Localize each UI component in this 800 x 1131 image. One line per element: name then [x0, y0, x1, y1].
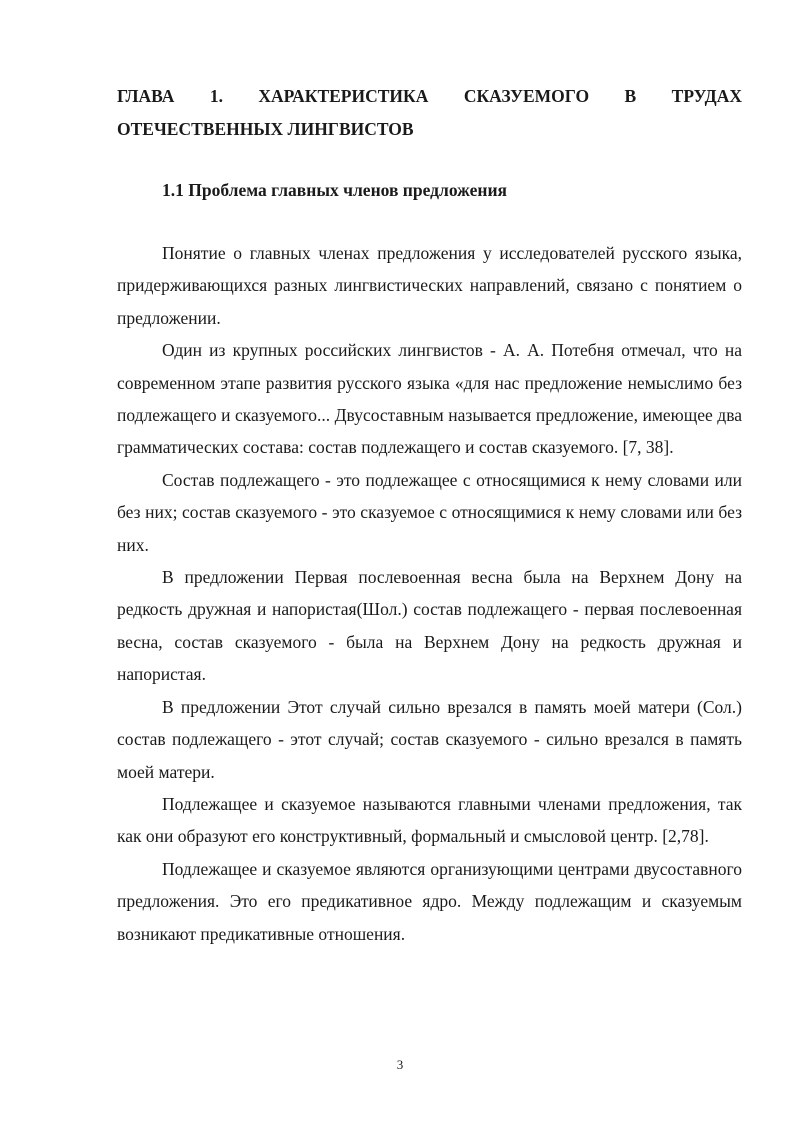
paragraph: В предложении Этот случай сильно врезался в память моей матери (Сол.) состав подлежащего - этот случай; состав сказуемого - сильно врезался в память моей матери.	[117, 696, 742, 782]
paragraph: Подлежащее и сказуемое называются главными членами предложения, так как они образуют его конструктивный, формальный и смысловой центр. [2,78].	[117, 793, 742, 847]
page-number: 3	[396, 1057, 404, 1072]
paragraph: Понятие о главных членах предложения у исследователей русского языка, придерживающихся разных лингвистических направлений, связано с понятием о предложении.	[117, 243, 742, 328]
body-text	[117, 237, 742, 950]
paragraph: Состав подлежащего - это подлежащее с относящимися к нему словами или без них; состав сказуемого - это сказуемое с относящимися к нему словами или без них.	[117, 469, 742, 555]
paragraph: В предложении Первая послевоенная весна была на Верхнем Дону на редкость дружная и напористая(Шол.) состав подлежащего - первая послевоенная весна, состав сказуемого - была на Верхнем Дону на редкость дружная и напористая.	[117, 567, 742, 685]
paragraph: Подлежащее и сказуемое являются организующими центрами двусоставного предложения. Это его предикативное ядро. Между подлежащим и сказуемым возникают предикативные отношения.	[117, 858, 742, 944]
paragraph: Один из крупных российских лингвистов - А. А. Потебня отмечал, что на современном этапе развития русского языка «для нас предложение немыслимо без подлежащего и сказуемого... Двусоставным называется предложение, имеющее два грамматических состава: состав подлежащего и состав сказуемого. [7, 38].	[117, 340, 742, 458]
section-title: 1.1 Проблема главных членов предложения	[162, 180, 507, 200]
chapter-title: ГЛАВА 1. ХАРАКТЕРИСТИКА СКАЗУЕМОГО В ТРУДАХ ОТЕЧЕСТВЕННЫХ ЛИНГВИСТОВ	[117, 86, 742, 139]
